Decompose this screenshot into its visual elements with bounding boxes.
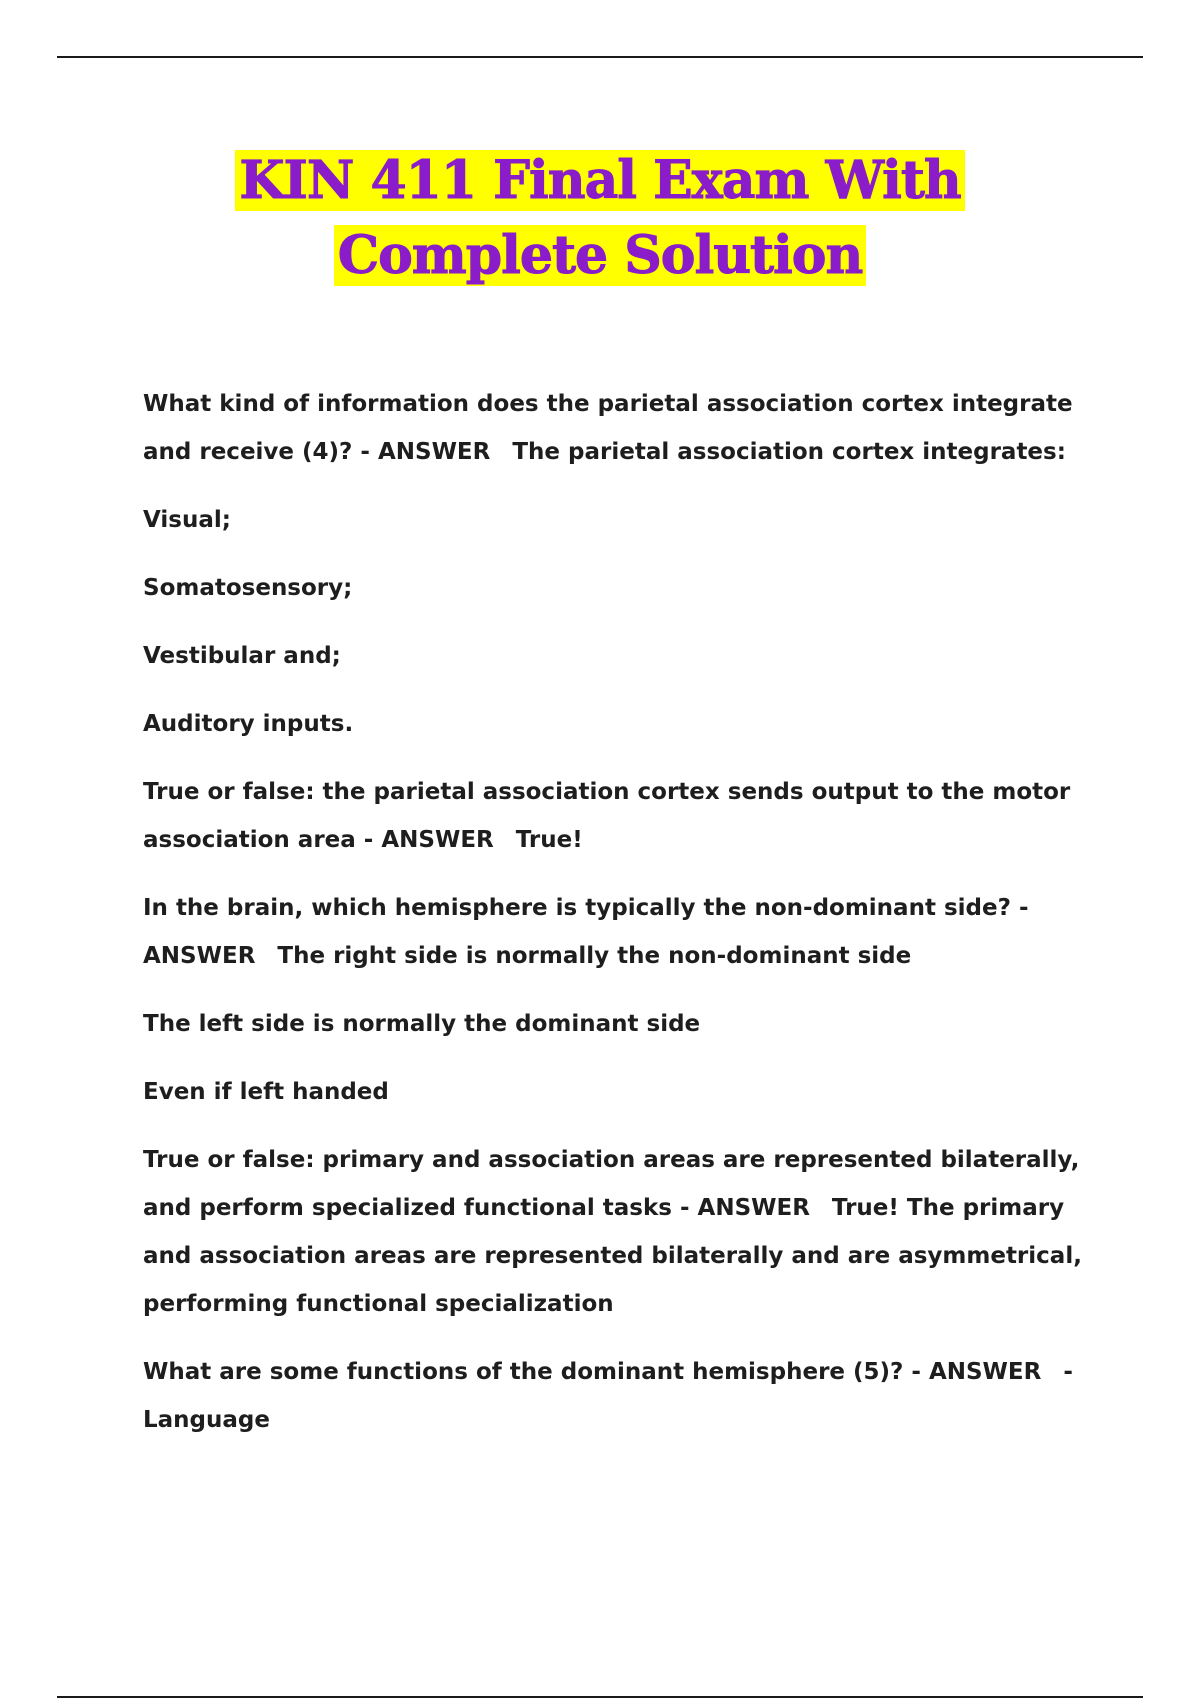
qa-item [143,1136,1103,1328]
question-text: True or false: primary and association areas are represented bilaterally, and perform specialized functional tasks - ANSWER [143,1147,1080,1221]
question-text: In the brain, which hemisphere is typically the non-dominant side? - ANSWER [143,895,1029,969]
answer-line: Auditory inputs. [143,711,354,737]
question-text: What are some functions of the dominant hemisphere (5)? - ANSWER [143,1359,1042,1385]
title-line-1: KIN 411 Final Exam With [235,150,964,211]
qa-item [143,1348,1103,1444]
answer-line: Visual; [143,507,231,533]
question-text: What kind of information does the parietal association cortex integrate and receive (4)? - ANSWER [143,391,1073,465]
answer-text: True! [515,827,583,853]
question-text: True or false: the parietal association cortex sends output to the motor association area - ANSWER [143,779,1071,853]
answer-text: The right side is normally the non-dominant side [277,943,912,969]
document-title [0,143,1200,293]
qa-item [143,380,1103,476]
header-rule [57,56,1143,58]
answer-text: The parietal association cortex integrates: [512,439,1066,465]
answer-line: Vestibular and; [143,643,341,669]
answer-line: Somatosensory; [143,575,353,601]
qa-item [143,768,1103,864]
answer-text: - Language [143,1359,1073,1433]
qa-item [143,884,1103,980]
document-body [143,380,1103,1464]
answer-line: Even if left handed [143,1079,389,1105]
title-line-2: Complete Solution [334,225,867,286]
answer-text: True! The primary and association areas are represented bilaterally and are asymmetrical, performing functional specialization [143,1195,1082,1317]
answer-line: The left side is normally the dominant side [143,1011,701,1037]
footer-rule [57,1696,1143,1698]
